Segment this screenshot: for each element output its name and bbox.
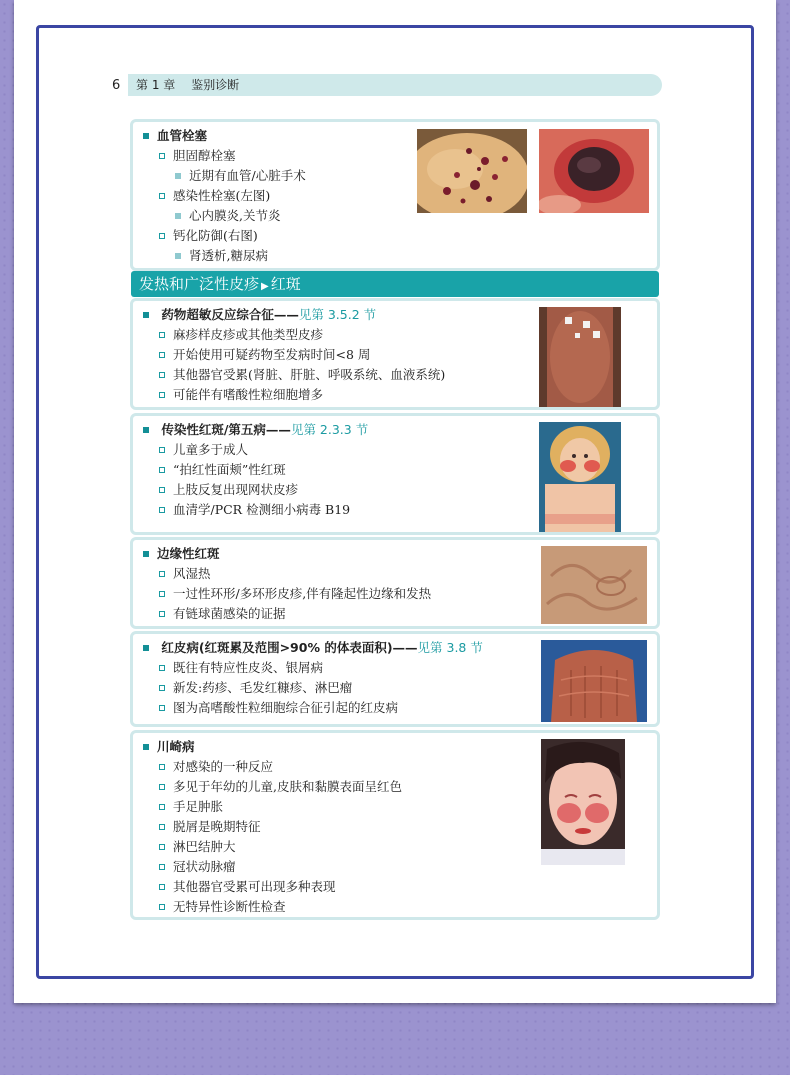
fifth-title-text: 传染性红斑/第五病—— bbox=[161, 422, 291, 437]
kawasaki-box bbox=[130, 730, 660, 920]
list-item: 上肢反复出现网状皮疹 bbox=[159, 482, 298, 498]
marginatum-title: 边缘性红斑 bbox=[143, 546, 220, 562]
list-item: “拍红性面颊”性红斑 bbox=[159, 462, 286, 478]
slapped-cheek-child-photo bbox=[539, 422, 621, 532]
list-item: 儿童多于成人 bbox=[159, 442, 248, 458]
list-item: 脱屑是晚期特征 bbox=[159, 819, 261, 835]
annular-rash-photo bbox=[541, 546, 647, 624]
list-item: 冠状动脉瘤 bbox=[159, 859, 236, 875]
kawasaki-title: 川崎病 bbox=[143, 739, 195, 755]
list-item: 心内膜炎,关节炎 bbox=[175, 208, 280, 224]
list-item: 感染性栓塞(左图) bbox=[159, 188, 270, 204]
list-item: 开始使用可疑药物至发病时间<8 周 bbox=[159, 347, 370, 363]
list-item: 近期有血管/心脏手术 bbox=[175, 168, 306, 184]
list-item: 既往有特应性皮炎、银屑病 bbox=[159, 660, 323, 676]
fifth-title bbox=[143, 422, 368, 438]
erythema-marginatum-box bbox=[130, 537, 660, 629]
list-item: 一过性环形/多环形皮疹,伴有隆起性边缘和发热 bbox=[159, 586, 431, 602]
list-item: 可能伴有嗜酸性粒细胞增多 bbox=[159, 387, 323, 403]
septic-emboli-photo bbox=[417, 129, 527, 213]
erythroderma-back-photo bbox=[541, 640, 647, 722]
list-item: 对感染的一种反应 bbox=[159, 759, 273, 775]
section-header bbox=[131, 271, 659, 297]
section-subtitle: 红斑 bbox=[270, 275, 301, 293]
kawasaki-child-photo bbox=[541, 739, 625, 865]
erythroderma-box bbox=[130, 631, 660, 727]
erythroderma-title bbox=[143, 640, 483, 656]
drug-section-link[interactable]: 见第 3.5.2 节 bbox=[298, 307, 377, 322]
list-item: 胆固醇栓塞 bbox=[159, 148, 236, 164]
chapter-number: 第 1 章 bbox=[136, 78, 176, 92]
erythroderma-section-link[interactable]: 见第 3.8 节 bbox=[417, 640, 483, 655]
list-item: 钙化防御(右图) bbox=[159, 228, 258, 244]
list-item: 手足肿胀 bbox=[159, 799, 223, 815]
list-item: 有链球菌感染的证据 bbox=[159, 606, 286, 622]
list-item: 无特异性诊断性检查 bbox=[159, 899, 286, 915]
list-item: 多见于年幼的儿童,皮肤和黏膜表面呈红色 bbox=[159, 779, 402, 795]
chapter-header bbox=[128, 74, 662, 96]
list-item: 淋巴结肿大 bbox=[159, 839, 236, 855]
erythroderma-title-text: 红皮病(红斑累及范围>90% 的体表面积)—— bbox=[161, 640, 418, 655]
list-item: 肾透析,糖尿病 bbox=[175, 248, 268, 264]
chapter-title: 鉴别诊断 bbox=[191, 78, 240, 92]
drug-rash-photo bbox=[539, 307, 621, 407]
section-title: 发热和广泛性皮疹 bbox=[139, 275, 260, 293]
list-item: 血清学/PCR 检测细小病毒 B19 bbox=[159, 502, 350, 518]
list-item: 新发:药疹、毛发红糠疹、淋巴瘤 bbox=[159, 680, 352, 696]
list-item: 风湿热 bbox=[159, 566, 211, 582]
fifth-disease-box bbox=[130, 413, 660, 535]
calciphylaxis-photo bbox=[539, 129, 649, 213]
embolism-box bbox=[130, 119, 660, 271]
drug-hypersensitivity-box bbox=[130, 298, 660, 410]
list-item: 图为高嗜酸性粒细胞综合征引起的红皮病 bbox=[159, 700, 398, 716]
drug-title bbox=[143, 307, 376, 323]
embolism-title: 血管栓塞 bbox=[143, 128, 207, 144]
drug-title-text: 药物超敏反应综合征—— bbox=[161, 307, 299, 322]
page-number: 6 bbox=[112, 78, 121, 93]
triangle-icon: ▶ bbox=[261, 281, 269, 292]
list-item: 其他器官受累可出现多种表现 bbox=[159, 879, 336, 895]
fifth-section-link[interactable]: 见第 2.3.3 节 bbox=[290, 422, 369, 437]
list-item: 其他器官受累(肾脏、肝脏、呼吸系统、血液系统) bbox=[159, 367, 445, 383]
list-item: 麻疹样皮疹或其他类型皮疹 bbox=[159, 327, 323, 343]
